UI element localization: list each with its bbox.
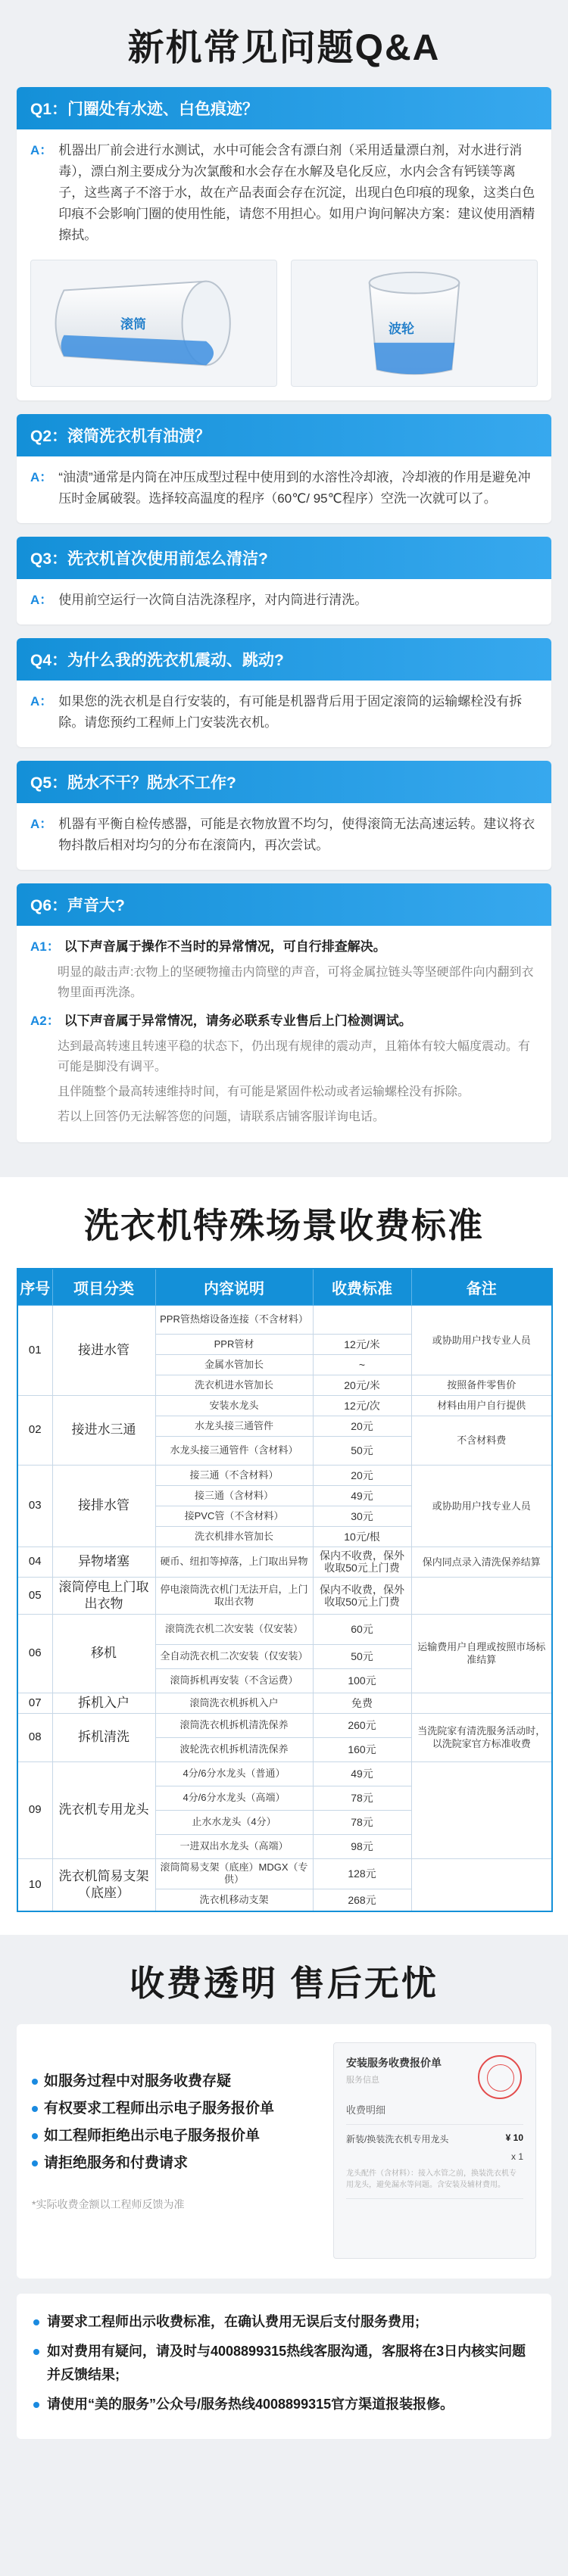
faq-card-q3 bbox=[17, 537, 551, 625]
row-price: 49元 bbox=[313, 1761, 411, 1786]
row-desc: 硬币、纽扣等掉落，上门取出异物 bbox=[155, 1547, 313, 1577]
drum-illustrations bbox=[17, 260, 551, 400]
row-desc: 洗衣机排水管加长 bbox=[155, 1526, 313, 1547]
bullet-icon bbox=[32, 2160, 38, 2166]
row-note bbox=[411, 1693, 552, 1713]
row-category: 移机 bbox=[52, 1614, 155, 1693]
list-item bbox=[33, 2340, 535, 2387]
row-price: 128元 bbox=[313, 1858, 411, 1889]
list-item-text: 有权要求工程师出示电子服务报价单 bbox=[44, 2101, 275, 2117]
row-desc: 金属水管加长 bbox=[155, 1354, 313, 1375]
faq-title: 新机常见问题Q&A bbox=[127, 28, 441, 68]
faq-answer-a1: 以下声音属于操作不当时的异常情况，可自行排查解决。 bbox=[64, 939, 386, 954]
receipt-item-price: ¥ 10 bbox=[505, 2132, 523, 2143]
faq-answer-a2: 以下声音属于异常情况，请务必联系专业售后上门检测调试。 bbox=[64, 1014, 412, 1028]
faq-answer: “油渍”通常是内筒在冲压成型过程中使用到的水溶性冷却液，冷却液的作用是避免冲压时金属破裂。选择较高温度的程序（60℃/ 95℃程序）空洗一次就可以了。 bbox=[58, 470, 531, 506]
receipt-title: 安装服务收费报价单 bbox=[346, 2057, 442, 2069]
transparency-section bbox=[0, 1935, 568, 2460]
faq-card-q2 bbox=[17, 414, 551, 523]
row-no: 08 bbox=[17, 1713, 52, 1761]
row-desc: 滚筒洗衣机二次安装（仅安装） bbox=[155, 1614, 313, 1644]
row-category: 洗衣机专用龙头 bbox=[52, 1761, 155, 1858]
faq-answer: 机器有平衡自检传感器，可能是衣物放置不均匀，使得滚筒无法高速运转。建议将衣物抖散后相对均匀的分布在滚筒内，再次尝试。 bbox=[58, 817, 535, 852]
header-category: 项目分类 bbox=[52, 1269, 155, 1305]
row-price: 78元 bbox=[313, 1786, 411, 1810]
notice-text: 请要求工程师出示收费标准，在确认费用无误后支付服务费用; bbox=[47, 2314, 420, 2329]
row-no: 03 bbox=[17, 1465, 52, 1547]
header-no: 序号 bbox=[17, 1269, 52, 1305]
row-note: 或协助用户找专业人员 bbox=[411, 1465, 552, 1547]
notice-card bbox=[17, 2294, 551, 2439]
row-desc: 洗衣机进水管加长 bbox=[155, 1375, 313, 1395]
row-no: 01 bbox=[17, 1305, 52, 1395]
faq-detail: 达到最高转速且转速平稳的状态下，仍出现有规律的震动声，且箱体有较大幅度震动。有可能是脚没有调平。 bbox=[58, 1040, 531, 1073]
table-row bbox=[17, 1858, 552, 1889]
transparency-title: 收费透明 售后无忧 bbox=[130, 1964, 438, 2003]
row-price: 12元/次 bbox=[313, 1395, 411, 1416]
list-item-text: 如工程师拒绝出示电子服务报价单 bbox=[44, 2128, 261, 2144]
row-desc: 止水水龙头（4分） bbox=[155, 1810, 313, 1834]
row-price: 100元 bbox=[313, 1668, 411, 1693]
top-load-drum-image bbox=[291, 260, 538, 387]
answer-label: A： bbox=[30, 817, 53, 831]
row-price: 免费 bbox=[313, 1693, 411, 1713]
list-item bbox=[33, 2310, 535, 2334]
receipt-row bbox=[346, 2151, 523, 2162]
faq-card-q5 bbox=[17, 761, 551, 870]
row-price: 12元/米 bbox=[313, 1334, 411, 1354]
row-note bbox=[411, 1761, 552, 1858]
receipt-subtitle: 服务信息 bbox=[346, 2076, 379, 2085]
table-row bbox=[17, 1693, 552, 1713]
table-row bbox=[17, 1577, 552, 1614]
row-desc: 接PVC管（不含材料） bbox=[155, 1506, 313, 1526]
list-item-text: 如服务过程中对服务收费存疑 bbox=[44, 2073, 232, 2089]
row-price: 保内不收费，保外收取50元上门费 bbox=[313, 1577, 411, 1614]
row-category: 拆机清洗 bbox=[52, 1713, 155, 1761]
bullet-icon bbox=[33, 2349, 39, 2355]
divider bbox=[346, 2198, 523, 2199]
row-desc: 滚筒拆机再安装（不含运费） bbox=[155, 1668, 313, 1693]
row-price bbox=[313, 1305, 411, 1334]
answer-label: A： bbox=[30, 694, 53, 709]
faq-question: Q5：脱水不干？脱水不工作? bbox=[17, 761, 551, 803]
bullet-icon bbox=[33, 2319, 39, 2325]
transparency-list bbox=[32, 2042, 324, 2259]
faq-answer: 如果您的洗衣机是自行安装的，有可能是机器背后用于固定滚筒的运输螺栓没有拆除。请您预约工程师上门安装洗衣机。 bbox=[58, 694, 523, 730]
row-price: 50元 bbox=[313, 1436, 411, 1465]
bullet-icon bbox=[32, 2133, 38, 2139]
row-category: 异物堵塞 bbox=[52, 1547, 155, 1577]
row-category: 滚筒停电上门取出衣物 bbox=[52, 1577, 155, 1614]
row-note: 材料由用户自行提供 bbox=[411, 1395, 552, 1416]
faq-detail: 若以上回答仍无法解答您的问题，请联系店铺客服详询电话。 bbox=[58, 1110, 385, 1123]
drum-label-front: 滚筒 bbox=[120, 317, 146, 332]
table-row bbox=[17, 1395, 552, 1416]
fee-title: 洗衣机特殊场景收费标准 bbox=[84, 1206, 484, 1245]
row-price: 50元 bbox=[313, 1644, 411, 1668]
faq-card-q1 bbox=[17, 87, 551, 400]
answer-label: A： bbox=[30, 593, 53, 607]
bullet-icon bbox=[33, 2402, 39, 2408]
row-note: 不含材料费 bbox=[411, 1416, 552, 1465]
row-category: 接进水三通 bbox=[52, 1395, 155, 1465]
tub-illustration-icon bbox=[292, 260, 537, 386]
row-price: 20元/米 bbox=[313, 1375, 411, 1395]
row-price: 98元 bbox=[313, 1834, 411, 1858]
faq-card-q6 bbox=[17, 883, 551, 1142]
row-price: 20元 bbox=[313, 1465, 411, 1485]
row-desc: 滚筒洗衣机拆机清洗保养 bbox=[155, 1713, 313, 1737]
row-price: 30元 bbox=[313, 1506, 411, 1526]
stamp-icon bbox=[478, 2055, 522, 2099]
row-price: 20元 bbox=[313, 1416, 411, 1436]
row-category: 接排水管 bbox=[52, 1465, 155, 1547]
row-desc: 波轮洗衣机拆机清洗保养 bbox=[155, 1737, 313, 1761]
row-note bbox=[411, 1577, 552, 1614]
header-description: 内容说明 bbox=[155, 1269, 313, 1305]
list-item bbox=[32, 2123, 324, 2150]
front-load-drum-image bbox=[30, 260, 277, 387]
row-desc: PPR管材 bbox=[155, 1334, 313, 1354]
answer-label: A1： bbox=[30, 939, 60, 954]
drum-illustration-icon bbox=[31, 260, 276, 386]
faq-question: Q1：门圈处有水迹、白色痕迹？ bbox=[17, 87, 551, 129]
row-note: 当洗院家有清洗服务活动时，以洗院家官方标准收费 bbox=[411, 1713, 552, 1761]
row-desc: 全自动洗衣机二次安装（仅安装） bbox=[155, 1644, 313, 1668]
row-note: 或协助用户找专业人员 bbox=[411, 1305, 552, 1375]
notice-text: 如对费用有疑问，请及时与4008899315热线客服沟通，客服将在3日内核实问题并反馈结果; bbox=[47, 2344, 526, 2382]
row-price: 260元 bbox=[313, 1713, 411, 1737]
row-desc: 接三通（不含材料） bbox=[155, 1465, 313, 1485]
row-price: 60元 bbox=[313, 1614, 411, 1644]
faq-card-q4 bbox=[17, 638, 551, 747]
receipt-item-label: 新装/换装洗衣机专用龙头 bbox=[346, 2134, 449, 2145]
list-item bbox=[32, 2068, 324, 2095]
row-note: 运输费用户自理或按照市场标准结算 bbox=[411, 1614, 552, 1693]
receipt-item-qty: x 1 bbox=[510, 2151, 523, 2162]
row-no: 09 bbox=[17, 1761, 52, 1858]
receipt-row bbox=[346, 2132, 523, 2145]
faq-detail: 且伴随整个最高转速维持时间，有可能是紧固件松动或者运输螺栓没有拆除。 bbox=[58, 1086, 470, 1098]
list-item bbox=[33, 2393, 535, 2416]
fee-section bbox=[0, 1177, 568, 1935]
faq-section bbox=[0, 0, 568, 1177]
row-desc: 停电滚筒洗衣机门无法开启，上门取出衣物 bbox=[155, 1577, 313, 1614]
receipt-description: 龙头配件（含材料）：接入水管之前，换装洗衣机专用龙头，避免漏水等问题。含安装及辅材费用。 bbox=[346, 2170, 517, 2189]
row-no: 06 bbox=[17, 1614, 52, 1693]
header-note: 备注 bbox=[411, 1269, 552, 1305]
row-no: 10 bbox=[17, 1858, 52, 1911]
answer-label: A： bbox=[30, 143, 53, 157]
row-desc: 安装水龙头 bbox=[155, 1395, 313, 1416]
row-category: 洗衣机简易支架（底座） bbox=[52, 1858, 155, 1911]
row-desc: 滚筒洗衣机拆机入户 bbox=[155, 1693, 313, 1713]
faq-detail: 明显的敲击声:衣物上的坚硬物撞击内筒壁的声音，可将金属拉链头等坚硬部件向内翻到衣物里面再洗涤。 bbox=[58, 966, 534, 999]
row-desc: 4分/6分水龙头（普通） bbox=[155, 1761, 313, 1786]
list-item bbox=[32, 2095, 324, 2123]
row-desc: 滚筒简易支架（底座）MDGX（专供） bbox=[155, 1858, 313, 1889]
answer-label: A2： bbox=[30, 1014, 60, 1028]
row-no: 05 bbox=[17, 1577, 52, 1614]
fee-table bbox=[17, 1268, 553, 1912]
row-desc: 水龙头接三通管件（含材料） bbox=[155, 1436, 313, 1465]
row-price: 268元 bbox=[313, 1889, 411, 1911]
answer-label: A： bbox=[30, 470, 53, 484]
row-desc: 洗衣机移动支架 bbox=[155, 1889, 313, 1911]
table-header-row bbox=[17, 1269, 552, 1305]
row-category: 拆机入户 bbox=[52, 1693, 155, 1713]
row-desc: PPR管热熔设备连接（不含材料） bbox=[155, 1305, 313, 1334]
bullet-icon bbox=[32, 2106, 38, 2112]
row-price: 保内不收费，保外收取50元上门费 bbox=[313, 1547, 411, 1577]
row-price: 49元 bbox=[313, 1485, 411, 1506]
notice-text: 请使用“美的服务”公众号/服务热线4008899315官方渠道报装报修。 bbox=[47, 2397, 454, 2412]
header-price: 收费标准 bbox=[313, 1269, 411, 1305]
transparency-card bbox=[17, 2024, 551, 2279]
row-category: 接进水管 bbox=[52, 1305, 155, 1395]
row-price: ~ bbox=[313, 1354, 411, 1375]
row-desc: 接三通（含材料） bbox=[155, 1485, 313, 1506]
table-row bbox=[17, 1465, 552, 1485]
faq-question: Q6：声音大? bbox=[17, 883, 551, 926]
drum-label-top: 波轮 bbox=[389, 322, 414, 336]
table-row bbox=[17, 1713, 552, 1737]
quote-receipt-image bbox=[333, 2042, 536, 2259]
bullet-icon bbox=[32, 2079, 38, 2085]
list-item-text: 请拒绝服务和付费请求 bbox=[44, 2155, 189, 2171]
divider bbox=[346, 2124, 523, 2125]
table-row bbox=[17, 1547, 552, 1577]
row-desc: 水龙头接三通管件 bbox=[155, 1416, 313, 1436]
faq-answer: 机器出厂前会进行水测试，水中可能会含有漂白剂（采用适量漂白剂，对水进行消毒），漂白剂主要成分为次氯酸和水会存在水解及皂化反应，水内会含有钙镁等离子，这些离子不溶于水，故在产品表面会存在沉淀，出现白色印痕的现象，这类白色印痕不会影响门圈的使用性能，请您不用担心。如用户询问解决方案：建议使用酒精擦拭。 bbox=[58, 143, 535, 242]
row-note bbox=[411, 1858, 552, 1911]
faq-answer: 使用前空运行一次筒自洁洗涤程序，对内筒进行清洗。 bbox=[58, 593, 368, 607]
row-note: 按照备件零售价 bbox=[411, 1375, 552, 1395]
faq-question: Q2：滚筒洗衣机有油渍？ bbox=[17, 414, 551, 456]
faq-question: Q3：洗衣机首次使用前怎么清洁? bbox=[17, 537, 551, 579]
faq-question: Q4：为什么我的洗衣机震动、跳动? bbox=[17, 638, 551, 681]
row-no: 02 bbox=[17, 1395, 52, 1465]
receipt-section-head: 收费明细 bbox=[346, 2104, 386, 2116]
row-no: 07 bbox=[17, 1693, 52, 1713]
row-note: 保内同点录入清洗保养结算 bbox=[411, 1547, 552, 1577]
footnote: *实际收费金额以工程师反馈为准 bbox=[32, 2198, 185, 2210]
row-price: 160元 bbox=[313, 1737, 411, 1761]
row-no: 04 bbox=[17, 1547, 52, 1577]
list-item bbox=[32, 2150, 324, 2177]
row-price: 78元 bbox=[313, 1810, 411, 1834]
table-row bbox=[17, 1614, 552, 1644]
table-row bbox=[17, 1761, 552, 1786]
table-row bbox=[17, 1305, 552, 1334]
row-desc: 4分/6分水龙头（高端） bbox=[155, 1786, 313, 1810]
row-desc: 一进双出水龙头（高端） bbox=[155, 1834, 313, 1858]
row-price: 10元/根 bbox=[313, 1526, 411, 1547]
